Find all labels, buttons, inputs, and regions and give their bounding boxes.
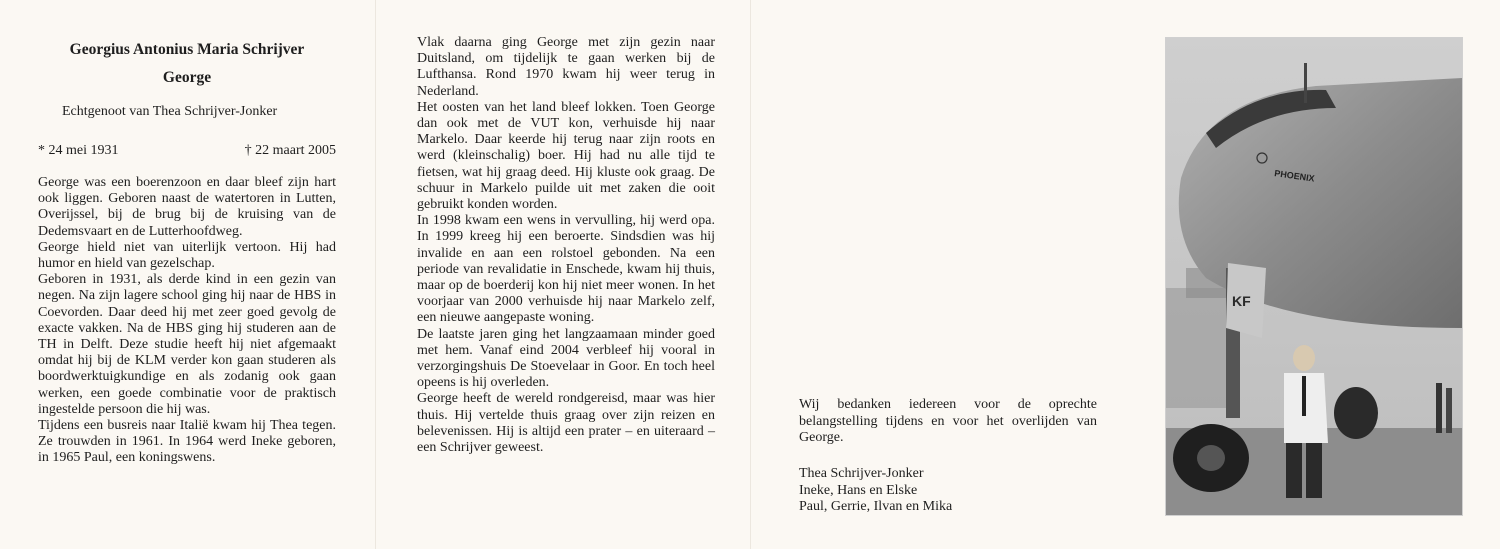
thanks-message: Wij bedanken iedereen voor de oprechte belangstelling tijdens en voor het overlijden van George. <box>799 397 1097 445</box>
nickname: George <box>162 69 212 86</box>
biography-part-2: Vlak daarna ging George met zijn gezin naar Duitsland, om tijdelijk te gaan werken bij de Lufthansa. Rond 1970 kwam hij weer terug in Nederland. Het oosten van het land bleef lokken. Toen George dan ook met de VUT kon, verhuisde hij naar Markelo. Daar keerde hij terug naar zijn roots en werd (kleinschalig) boer. Hij had nu alle tijd te fietsen, wat hij graag deed. Hij kluste ook graag. De schuur in Markelo puilde uit met zaken die ooit gebruikt konden worden. In 1998 kwam een wens in vervulling, hij werd opa. In 1999 kreeg hij een beroerte. Sindsdien was hij invalide en aan een rolstoel gebonden. Na een periode van revalidatie in Enschede, kwam hij thuis, maar op de boerderij kon hij niet meer wonen. In het voorjaar van 2000 verhuisde hij naar Markelo zelf, een nieuwe aangepaste woning. De laatste jaren ging het langzaamaan minder goed met hem. Vanaf eind 2004 verbleef hij vooral in verzorgingshuis De Stoevelaar in Goor. En toch heel opeens is hij overleden. George heeft de wereld rondgereisd, maar was hier thuis. Hij vertelde thuis graag over zijn reizen en belevenissen. Hij is altijd een prater – en uiteraard – een Schrijver geweest. <box>417 35 715 456</box>
plane-name: PHOENIX <box>1273 168 1316 184</box>
signer-line: Paul, Gerrie, Ilvan en Mika <box>799 499 953 514</box>
middle-panel <box>375 0 751 549</box>
biography-part-1: George was een boerenzoon en daar bleef zijn hart ook liggen. Geboren naast de watertoren in Lutten, Overijssel, bij de brug bij de kruising van de Dedemsvaart en de Lutterhoofdweg. George hield niet van uiterlijk vertoon. Hij had humor en hield van gezelschap. Geboren in 1931, als derde kind in een gezin van negen. Na zijn lagere school ging hij naar de HBS in Coevorden. Daar deed hij met zeer goed gevolg de exacte vakken. Na de HBS ging hij studeren aan de TH in Delft. Deze studie heeft hij niet afgemaakt omdat hij bij de KLM verder kon gaan studeren als boordwerktuigkundige en als zodanig ook gaan werken, een goede combinatie voor de praktisch ingestelde persoon die hij was. Tijdens een busreis naar Italië kwam hij Thea tegen. Ze trouwden in 1961. In 1964 werd Ineke geboren, in 1965 Paul, een koningswens. <box>38 175 336 466</box>
spouse-line: Echtgenoot van Thea Schrijver-Jonker <box>62 104 278 119</box>
registration-mark: KF <box>1232 293 1251 309</box>
signer-line: Thea Schrijver-Jonker <box>799 466 924 481</box>
death-date: † 22 maart 2005 <box>244 143 336 158</box>
airplane-photo-illustration <box>1166 38 1462 515</box>
birth-date: * 24 mei 1931 <box>38 143 119 158</box>
memorial-photo <box>1165 37 1463 516</box>
full-name: Georgius Antonius Maria Schrijver <box>69 41 305 58</box>
signer-line: Ineke, Hans en Elske <box>799 482 918 498</box>
deceased-name-block <box>38 36 336 92</box>
right-panel <box>750 0 1500 549</box>
life-dates <box>38 143 336 159</box>
signers-list <box>799 466 952 516</box>
left-panel <box>0 0 375 549</box>
